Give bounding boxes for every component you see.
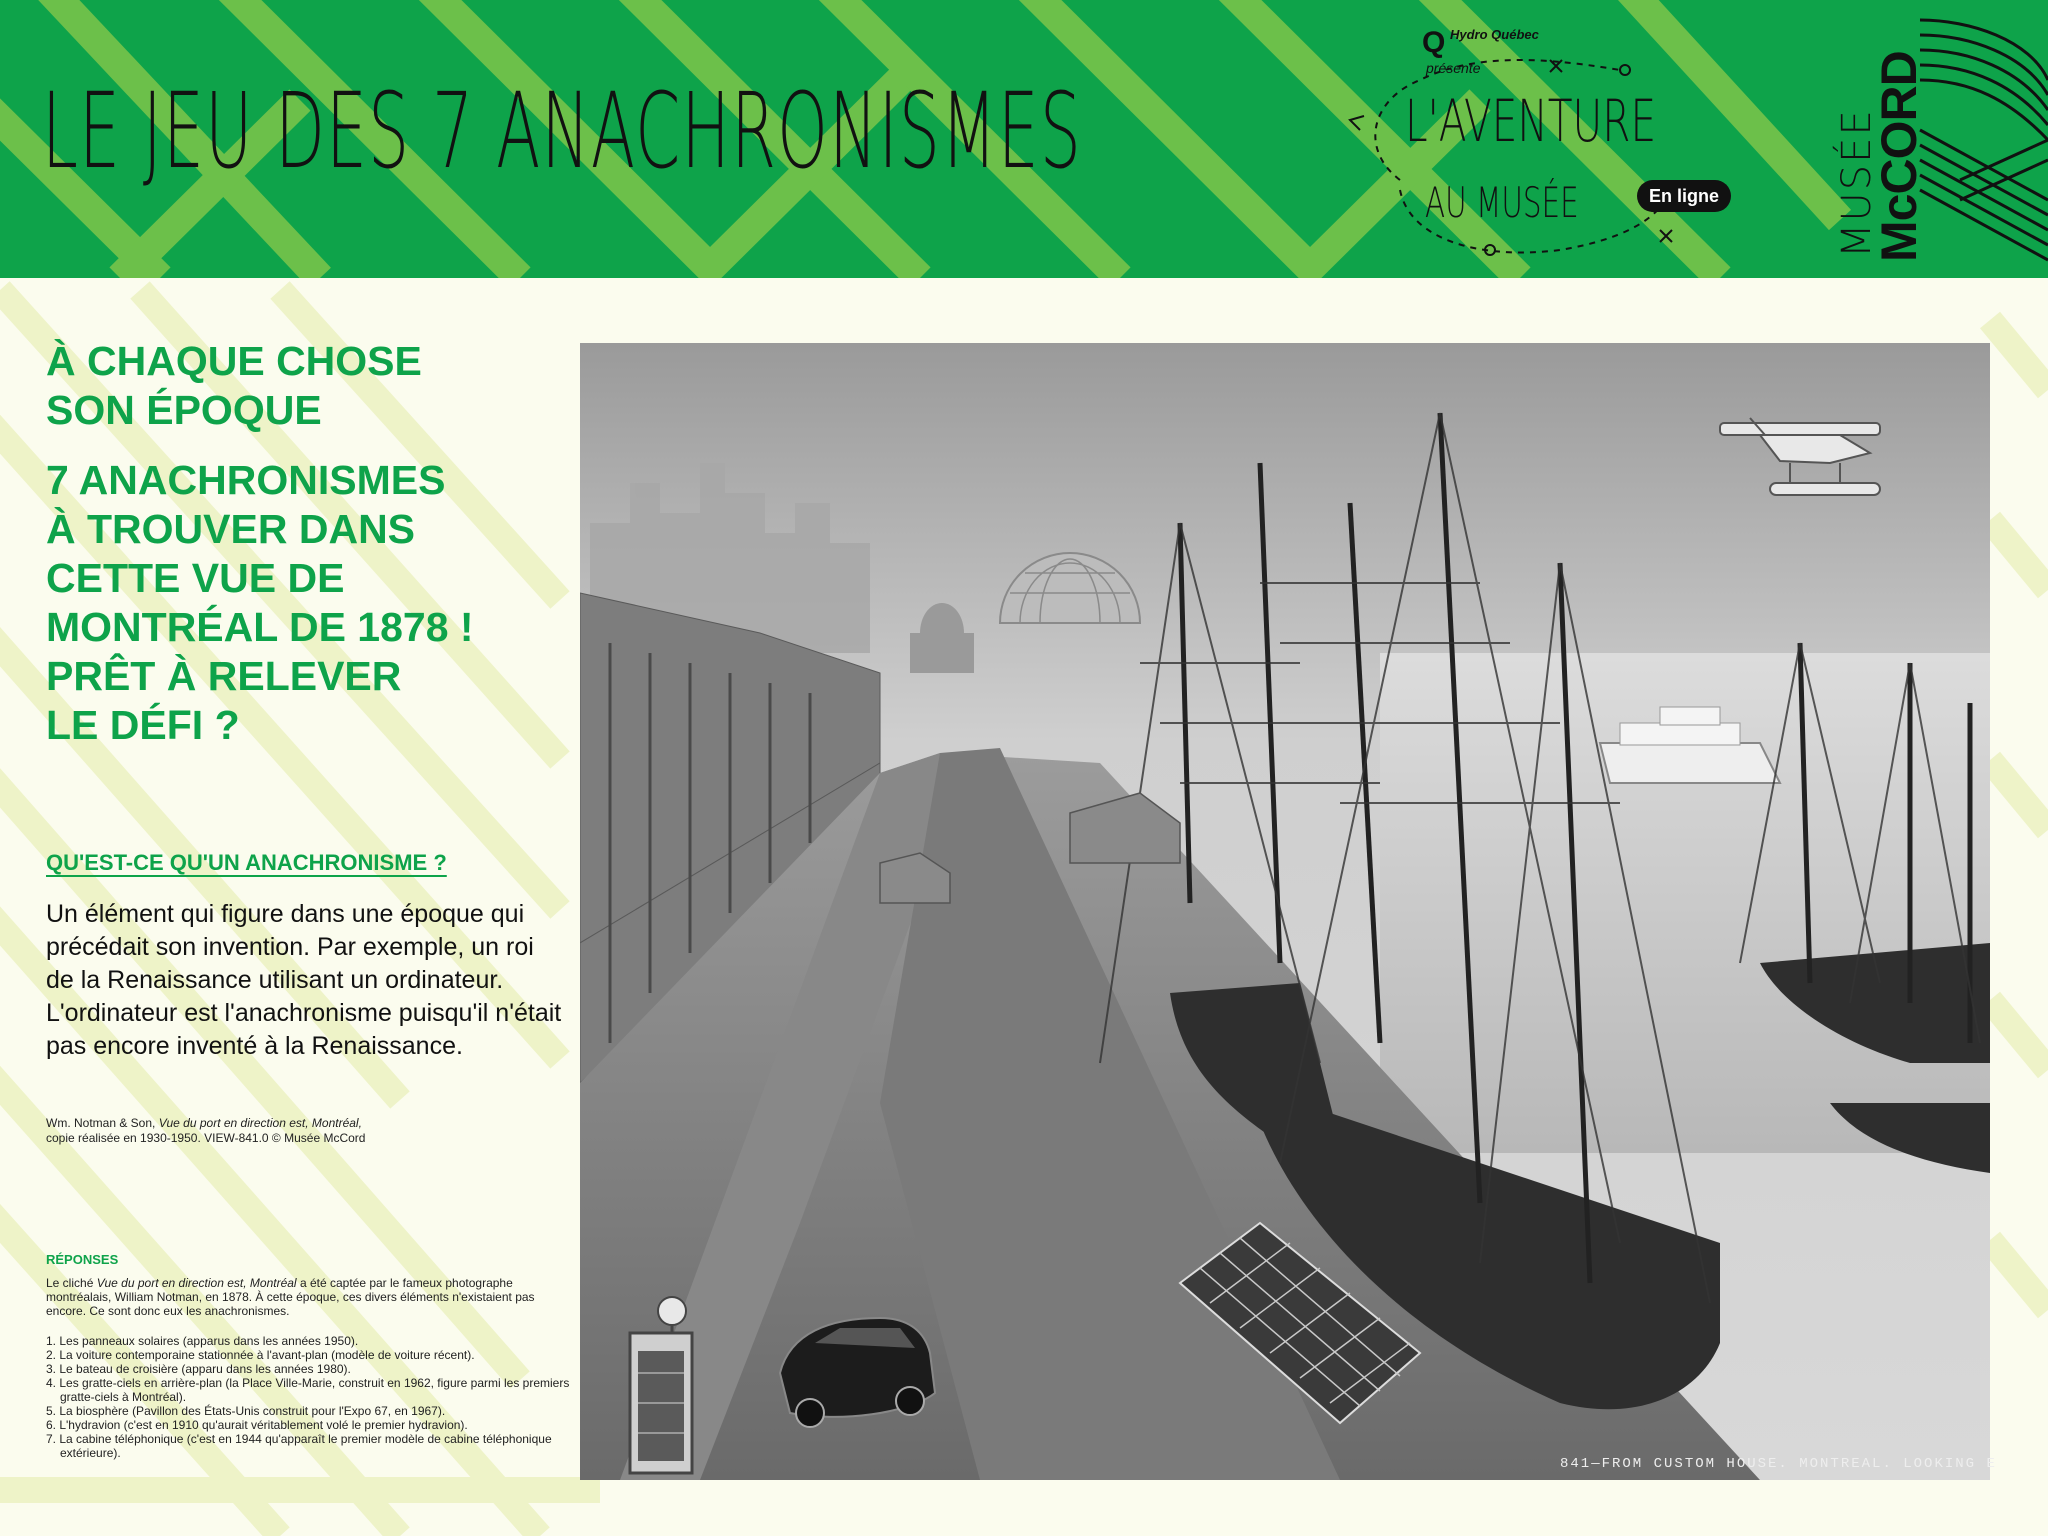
intro-heading-line: À CHAQUE CHOSE bbox=[46, 338, 422, 384]
credit-author: Wm. Notman & Son, bbox=[46, 1116, 159, 1130]
challenge-line: MONTRÉAL DE 1878 ! bbox=[46, 604, 474, 650]
answers-intro-after: a été captée par le fameux photographe montréalais, William Notman, en 1878. À cette époque, ces divers éléments n'existaient pas encore. Ce sont donc eux les anachronismes. bbox=[46, 1276, 535, 1318]
header-banner bbox=[0, 0, 2048, 278]
answer-item: 1. Les panneaux solaires (apparus dans les années 1950). bbox=[46, 1334, 359, 1348]
intro-heading bbox=[46, 337, 586, 435]
intro-heading-line: SON ÉPOQUE bbox=[46, 387, 322, 433]
page-title: LE JEU DES 7 ANACHRONISMES bbox=[42, 70, 1083, 192]
sponsor-name: Hydro Québec bbox=[1450, 27, 1539, 42]
challenge-line: PRÊT À RELEVER bbox=[46, 653, 402, 699]
adventure-path-decoration bbox=[1340, 40, 1680, 270]
online-badge: En ligne bbox=[1637, 180, 1731, 212]
credit-work: Vue du port en direction est, Montréal, bbox=[158, 1116, 362, 1130]
challenge-line: LE DÉFI ? bbox=[46, 702, 240, 748]
answer-item: 2. La voiture contemporaine stationnée à l'avant-plan (modèle de voiture récent). bbox=[46, 1348, 475, 1362]
answers-intro-before: Le cliché bbox=[46, 1276, 97, 1290]
challenge-line: CETTE VUE DE bbox=[46, 555, 345, 601]
answers-intro-work: Vue du port en direction est, Montréal bbox=[96, 1276, 297, 1290]
answer-item: 3. Le bateau de croisière (apparu dans les années 1980). bbox=[46, 1362, 351, 1376]
harbour-photo bbox=[580, 343, 1990, 1480]
definition-heading: QU'EST-CE QU'UN ANACHRONISME ? bbox=[46, 850, 447, 875]
answers-heading: RÉPONSES bbox=[46, 1252, 119, 1267]
hydro-quebec-logo bbox=[1422, 26, 1572, 60]
challenge-line: 7 ANACHRONISMES bbox=[46, 457, 446, 503]
museum-name-line2: McCORD bbox=[1871, 51, 1927, 262]
harbour-photo-illustration bbox=[580, 343, 1990, 1480]
photo-caption: 841—FROM CUSTOM HOUSE. MONTREAL. LOOKING E bbox=[1560, 1456, 1997, 1472]
presents-label: présente bbox=[1426, 60, 1481, 76]
answer-item: 5. La biosphère (Pavillon des États-Unis construit pour l'Expo 67, en 1967). bbox=[46, 1404, 446, 1418]
answer-item: 7. La cabine téléphonique (c'est en 1944 qu'apparaît le premier modèle de cabine téléphonique extérieure). bbox=[46, 1432, 552, 1460]
answers-intro bbox=[46, 1276, 566, 1318]
answer-item: 4. Les gratte-ciels en arrière-plan (la Place Ville-Marie, construit en 1962, figure parmi les premiers gratte-ciels à Montréal). bbox=[46, 1376, 570, 1404]
museum-name-line1: MUSÉE bbox=[1834, 108, 1880, 258]
hydro-quebec-icon: Q bbox=[1422, 26, 1446, 59]
answers-list bbox=[46, 1334, 576, 1460]
credit-details: copie réalisée en 1930-1950. VIEW-841.0 © Musée McCord bbox=[46, 1131, 366, 1145]
adventure-title: L'AVENTURE bbox=[1405, 87, 1657, 155]
photo-credit bbox=[46, 1116, 566, 1146]
definition-text: Un élément qui figure dans une époque qui précédait son invention. Par exemple, un roi de la Renaissance utilisant un ordinateur. L'ordinateur est l'anachronisme puisqu'il n'était pas encore inventé à la Renaissance. bbox=[46, 900, 562, 1060]
challenge-heading bbox=[46, 456, 586, 750]
answer-item: 6. L'hydravion (c'est en 1910 qu'aurait véritablement volé le premier hydravion). bbox=[46, 1418, 468, 1432]
challenge-line: À TROUVER DANS bbox=[46, 506, 416, 552]
adventure-subtitle: AU MUSÉE bbox=[1425, 178, 1579, 227]
